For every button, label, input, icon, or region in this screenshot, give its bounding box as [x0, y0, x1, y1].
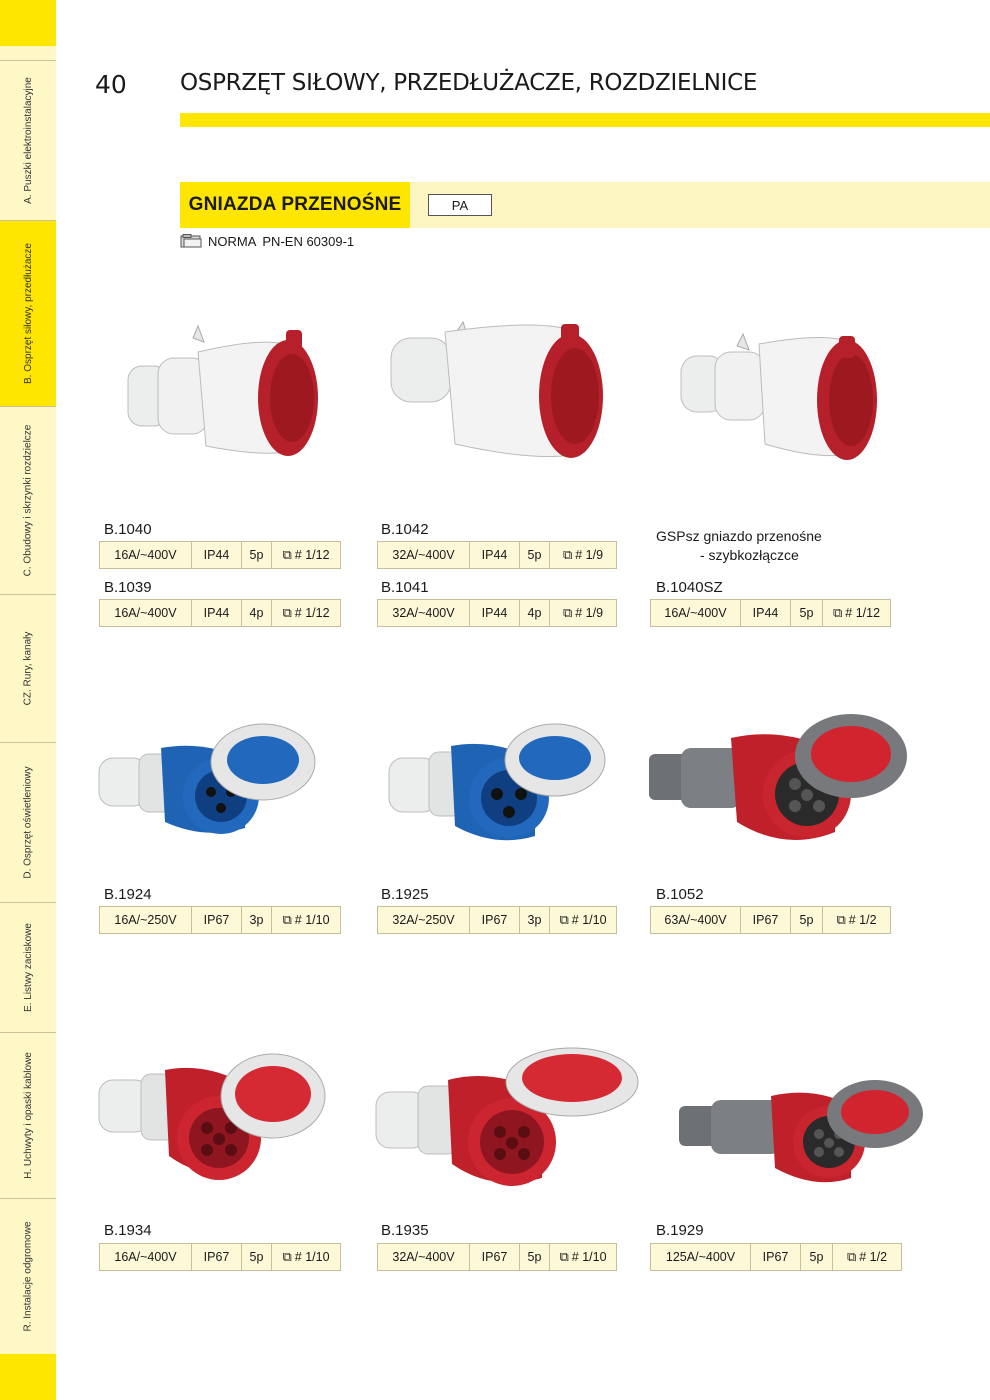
product-desc-line1-b1040sz: GSPsz gniazdo przenośne [656, 528, 822, 544]
spec-pack: ⧉ # 1/12 [282, 605, 330, 620]
sidebar-item-d[interactable]: D. Osprzęt oświetleniowy [0, 742, 56, 902]
spec-current-voltage: 125A/~400V [651, 1244, 751, 1270]
spec-poles: 4p [242, 600, 272, 626]
sidebar-item-b[interactable]: B. Osprzęt siłowy, przedłużacze [0, 220, 56, 406]
spec-pack: ⧉ # 1/12 [282, 547, 330, 562]
product-code-b1041: B.1041 [381, 579, 429, 596]
spec-poles: 5p [791, 907, 823, 933]
sidebar-bottom-cap [0, 1354, 56, 1400]
spec-pack: ⧉ # 1/10 [282, 912, 330, 927]
page-title: OSPRZĘT SIŁOWY, PRZEDŁUŻACZE, ROZDZIELNICE [180, 70, 758, 96]
spec-row-b1925 [377, 906, 617, 934]
product-code-b1925: B.1925 [381, 886, 429, 903]
package-icon: ⧉ [559, 1249, 569, 1264]
spec-ip: IP67 [470, 1244, 520, 1270]
spec-row-b1040 [99, 541, 341, 569]
spec-ip: IP44 [741, 600, 791, 626]
package-icon: ⧉ [282, 605, 292, 620]
material-badge: PA [428, 194, 492, 216]
package-icon: ⧉ [282, 1249, 292, 1264]
sidebar-item-c[interactable]: C. Obudowy i skrzynki rozdzielcze [0, 406, 56, 594]
product-image-b1929 [675, 1078, 930, 1193]
spec-row-b1934 [99, 1243, 341, 1271]
spec-current-voltage: 32A/~250V [378, 907, 470, 933]
spec-ip: IP67 [741, 907, 791, 933]
sidebar-item-cz[interactable]: CZ. Rury, kanały [0, 594, 56, 742]
spec-poles: 3p [520, 907, 550, 933]
sidebar-item-e[interactable]: E. Listwy zaciskowe [0, 902, 56, 1032]
page-number: 40 [95, 70, 127, 99]
product-image-b1052 [645, 712, 915, 852]
spec-ip: IP67 [751, 1244, 801, 1270]
spec-row-b1041 [377, 599, 617, 627]
spec-current-voltage: 32A/~400V [378, 542, 470, 568]
product-desc-line2-b1040sz: - szybkozłączce [700, 547, 799, 563]
product-code-b1042: B.1042 [381, 521, 429, 538]
product-code-b1039: B.1039 [104, 579, 152, 596]
spec-ip: IP44 [470, 600, 520, 626]
spec-current-voltage: 16A/~400V [651, 600, 741, 626]
product-code-b1934: B.1934 [104, 1222, 152, 1239]
spec-row-b1929 [650, 1243, 902, 1271]
package-icon: ⧉ [282, 912, 292, 927]
package-icon: ⧉ [562, 547, 573, 562]
spec-poles: 5p [520, 1244, 550, 1270]
product-image-b1934 [95, 1052, 330, 1197]
spec-poles: 4p [520, 600, 550, 626]
norm-label: NORMA [208, 233, 257, 249]
package-icon: ⧉ [846, 1249, 857, 1264]
spec-row-b1924 [99, 906, 341, 934]
product-image-b1935 [372, 1046, 647, 1196]
spec-pack: ⧉ # 1/10 [559, 912, 607, 927]
product-image-b1040sz [675, 328, 895, 478]
spec-pack: ⧉ # 1/9 [562, 605, 604, 620]
spec-pack: ⧉ # 1/12 [832, 605, 881, 620]
spec-poles: 5p [242, 542, 272, 568]
sidebar-item-h[interactable]: H. Uchwyty i opaski kablowe [0, 1032, 56, 1198]
spec-poles: 5p [801, 1244, 833, 1270]
spec-poles: 3p [242, 907, 272, 933]
spec-current-voltage: 32A/~400V [378, 1244, 470, 1270]
sidebar-item-r[interactable]: R. Instalacje odgromowe [0, 1198, 56, 1354]
spec-current-voltage: 16A/~400V [100, 1244, 192, 1270]
spec-current-voltage: 63A/~400V [651, 907, 741, 933]
package-icon: ⧉ [836, 912, 846, 927]
spec-poles: 5p [242, 1244, 272, 1270]
product-code-b1040sz: B.1040SZ [656, 579, 723, 596]
package-icon: ⧉ [832, 605, 843, 620]
spec-current-voltage: 16A/~250V [100, 907, 192, 933]
spec-row-b1039 [99, 599, 341, 627]
spec-row-b1042 [377, 541, 617, 569]
package-icon: ⧉ [562, 605, 573, 620]
spec-ip: IP67 [470, 907, 520, 933]
spec-poles: 5p [791, 600, 823, 626]
sidebar-item-a[interactable]: A. Puszki elektroinstalacyjne [0, 60, 56, 220]
sidebar [0, 0, 56, 1400]
product-image-b1042 [385, 318, 615, 478]
product-code-b1040: B.1040 [104, 521, 152, 538]
spec-pack: ⧉ # 1/10 [559, 1249, 607, 1264]
package-icon: ⧉ [282, 547, 292, 562]
norm-value: PN-EN 60309-1 [262, 233, 355, 249]
spec-pack: ⧉ # 1/9 [562, 547, 604, 562]
spec-pack: ⧉ # 1/2 [846, 1249, 888, 1264]
spec-current-voltage: 32A/~400V [378, 600, 470, 626]
product-code-b1929: B.1929 [656, 1222, 704, 1239]
norm-row [180, 232, 354, 250]
spec-current-voltage: 16A/~400V [100, 542, 192, 568]
spec-ip: IP44 [192, 542, 242, 568]
folder-icon [180, 234, 202, 248]
product-code-b1924: B.1924 [104, 886, 152, 903]
product-image-b1924 [95, 722, 325, 852]
product-image-b1925 [385, 722, 615, 857]
title-underline-bar [180, 113, 990, 127]
spec-row-b1052 [650, 906, 891, 934]
package-icon: ⧉ [559, 912, 569, 927]
section-title: GNIAZDA PRZENOŚNE [180, 182, 410, 228]
spec-ip: IP67 [192, 907, 242, 933]
spec-ip: IP67 [192, 1244, 242, 1270]
product-code-b1052: B.1052 [656, 886, 704, 903]
spec-ip: IP44 [470, 542, 520, 568]
spec-pack: ⧉ # 1/2 [836, 912, 877, 927]
product-image-b1040 [118, 318, 338, 478]
spec-ip: IP44 [192, 600, 242, 626]
spec-poles: 5p [520, 542, 550, 568]
product-code-b1935: B.1935 [381, 1222, 429, 1239]
spec-current-voltage: 16A/~400V [100, 600, 192, 626]
sidebar-top-cap [0, 0, 56, 46]
spec-row-b1935 [377, 1243, 617, 1271]
spec-row-b1040sz [650, 599, 891, 627]
spec-pack: ⧉ # 1/10 [282, 1249, 330, 1264]
